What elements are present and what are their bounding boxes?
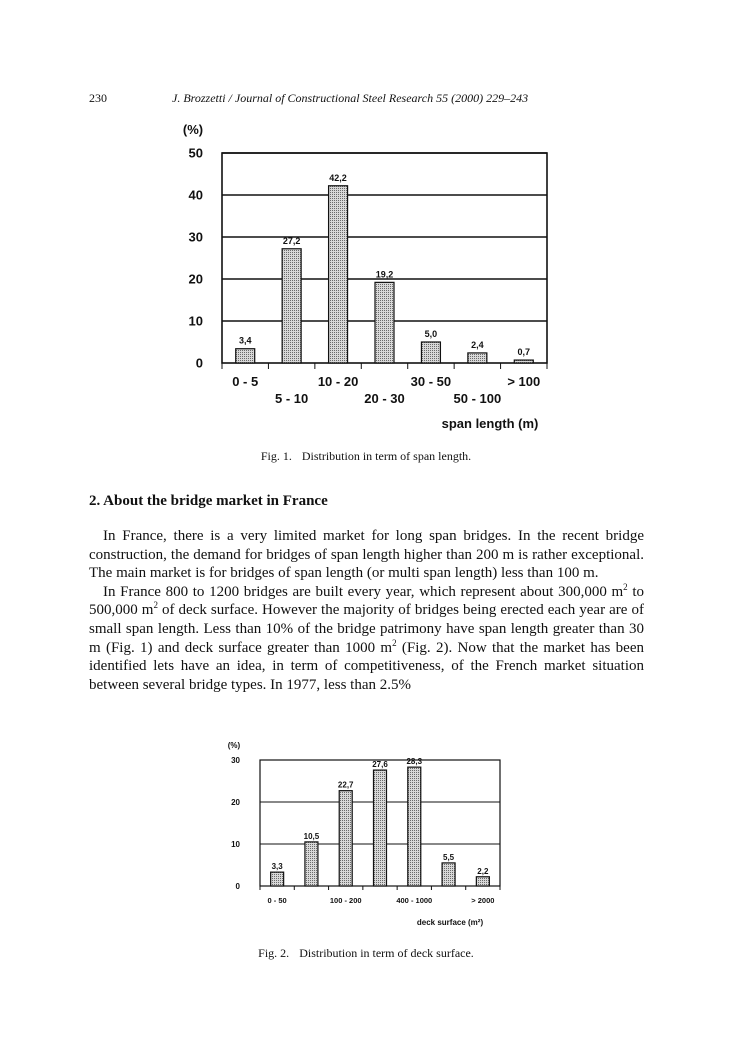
fig2-y-tick-label: 30 (231, 755, 240, 765)
fig2-y-tick-label: 20 (231, 797, 240, 807)
superscript-2: 2 (623, 581, 628, 592)
fig2-bar (408, 767, 421, 886)
fig2-data-label: 5,5 (443, 852, 455, 862)
fig1-y-tick-label: 10 (188, 313, 203, 329)
figure-2-caption (0, 946, 732, 961)
fig1-category-label: 0 - 5 (232, 374, 259, 389)
fig1-data-label: 27,2 (282, 235, 301, 246)
fig2-category-label: 100 - 200 (329, 896, 362, 905)
fig1-category-label: 30 - 50 (410, 374, 452, 389)
fig2-data-label: 27,6 (372, 760, 388, 770)
fig1-data-label: 2,4 (471, 339, 484, 350)
fig2-category-label: 400 - 1000 (396, 896, 433, 905)
fig2-category-label: 0 - 50 (267, 896, 287, 905)
fig2-bar (374, 770, 387, 886)
fig2-bar (305, 842, 318, 886)
fig1-data-label: 19,2 (375, 269, 394, 280)
figure-2-label: Fig. 2. (258, 946, 290, 960)
section-heading: 2. About the bridge market in France (89, 493, 328, 509)
paragraph-1-text: In France, there is a very limited market for long span bridges. In the recent bridge construction, the demand for bridges of span length higher than 200 m is rather exceptional. The main market is for bridges of span length (or multi span length) less than 100 m. (89, 528, 644, 582)
fig1-y-tick-label: 20 (188, 271, 203, 287)
fig2-bar (271, 872, 284, 886)
paragraph-2-text-a: In France 800 to 1200 bridges are built every year, which represent about 300,000 m (103, 583, 624, 600)
fig1-y-axis-label: (%) (182, 122, 204, 137)
superscript-2: 2 (153, 600, 158, 611)
superscript-2: 2 (392, 637, 397, 648)
fig1-category-label: 50 - 100 (453, 391, 502, 406)
fig1-y-tick-label: 40 (188, 187, 203, 203)
paragraph-2-text-c: of deck surface. However the majority of bridges being erected each year are of small span length. Less than 10% of the bridge patrimony have span length greater than 30 m (Fig. 1) and deck surface greater than 1000 m (89, 602, 644, 656)
fig2-bar (476, 877, 489, 886)
fig2-data-label: 28,3 (406, 757, 423, 767)
figure-1-text: Distribution in term of span length. (301, 449, 472, 463)
figure-2-text: Distribution in term of deck surface. (299, 946, 474, 960)
paragraph-2-text-b: to 500,000 m (89, 583, 644, 619)
fig1-data-label: 42,2 (329, 172, 347, 183)
paragraph-2-text-d: (Fig. 2). Now that the market has been identified lets have an idea, in term of competitiveness, of the French market situation between several bridge types. In 1977, less than 2.5% (89, 639, 644, 693)
fig1-data-label: 0,7 (517, 347, 531, 358)
fig2-y-tick-label: 10 (231, 839, 240, 849)
journal-citation: J. Brozzetti / Journal of Constructional Steel Research 55 (2000) 229–243 (172, 91, 529, 105)
fig2-data-label: 10,5 (303, 831, 320, 841)
fig2-x-axis-label: deck surface (m²) (416, 918, 484, 927)
fig1-data-label: 3,4 (238, 335, 252, 346)
fig2-y-tick-label: 0 (235, 881, 240, 891)
fig1-category-label: 20 - 30 (364, 391, 405, 406)
fig1-y-tick-label: 30 (188, 229, 203, 245)
fig2-data-label: 22,7 (337, 780, 354, 790)
figure-1-label: Fig. 1. (260, 449, 292, 463)
fig1-category-label: > 100 (507, 374, 541, 389)
fig2-category-label: > 2000 (471, 896, 495, 905)
fig1-y-tick-label: 50 (188, 145, 203, 161)
fig1-data-label: 5,0 (424, 329, 438, 339)
fig2-y-axis-label: (%) (227, 741, 241, 750)
page-number: 230 (89, 91, 107, 105)
fig2-bar (339, 791, 352, 886)
fig2-bar (442, 863, 455, 886)
fig1-category-label: 5 - 10 (275, 391, 309, 406)
fig1-y-tick-label: 0 (195, 355, 203, 371)
fig2-data-label: 2,2 (477, 866, 489, 876)
fig2-data-label: 3,3 (271, 862, 283, 872)
fig1-x-axis-label: span length (m) (441, 416, 539, 431)
fig1-category-label: 10 - 20 (317, 374, 359, 389)
